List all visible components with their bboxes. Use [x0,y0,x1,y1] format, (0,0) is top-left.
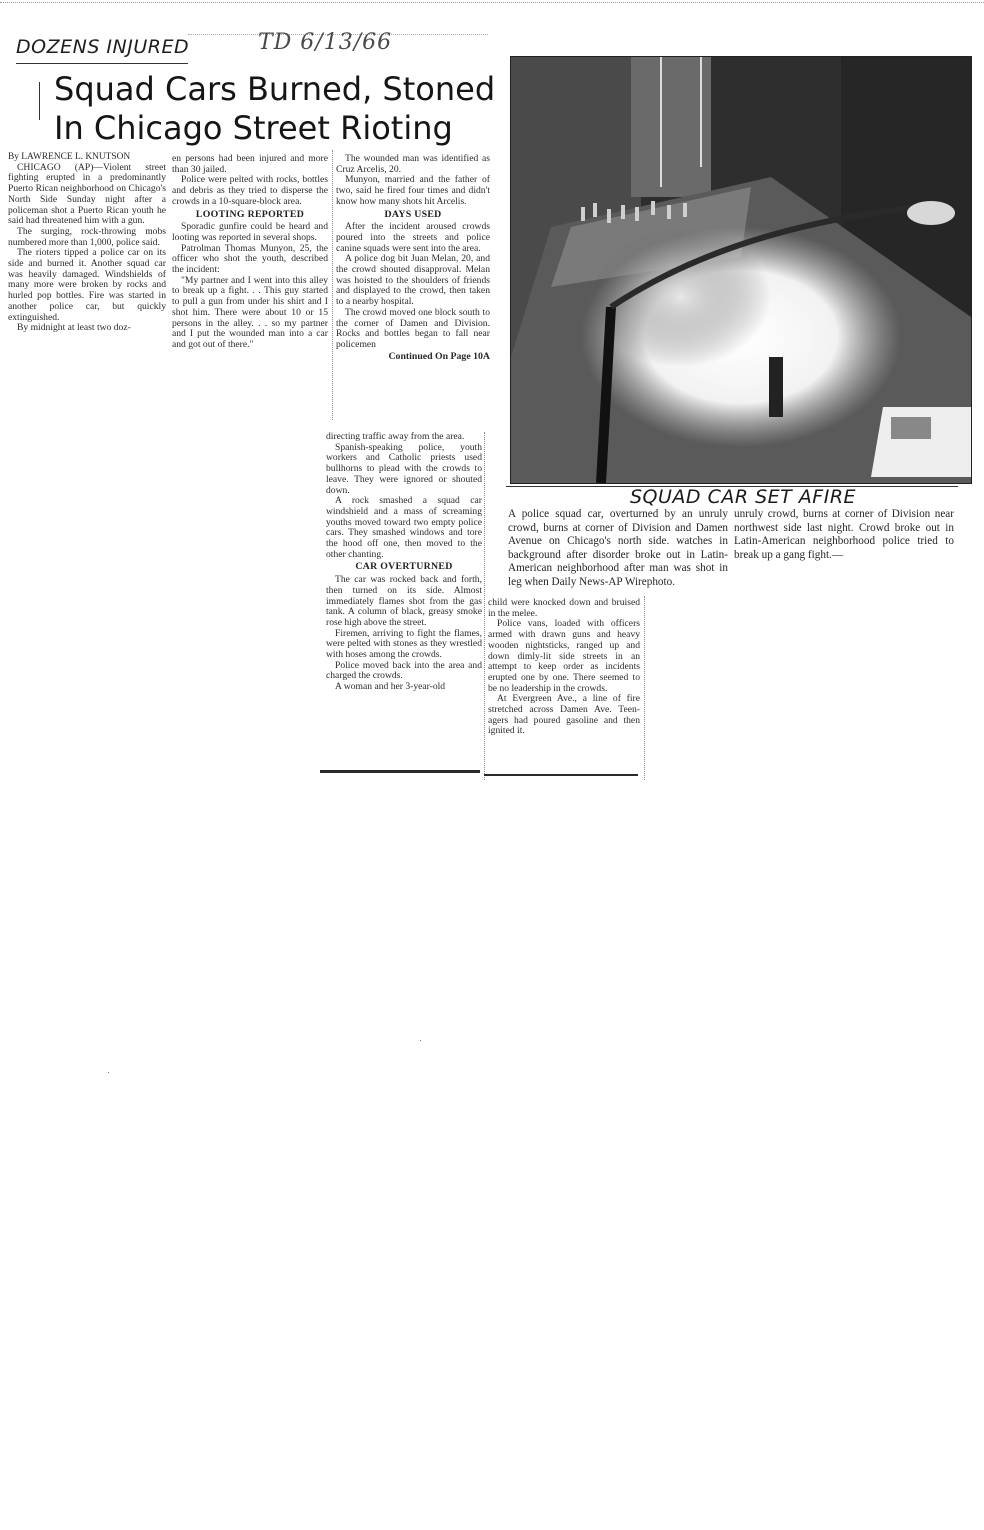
paragraph: Police moved back into the area and charged the crowds. [326,659,482,682]
paragraph: directing traffic away from the area. [326,431,465,442]
riot-photo [510,56,972,484]
paragraph: Munyon, married and the father of two, said he fired four times and didn't know how many shots hit Arcelis. [336,174,490,207]
paragraph: Spanish-speaking police, youth workers and Catholic priests used bullhorns to plead with the crowds to leave. They were ignored or shouted down. [326,441,482,496]
handwritten-date-note: TD 6/13/66 [258,30,393,55]
paragraph: The surging, rock-throwing mobs numbered more than 1,000, police said. [8,225,166,248]
paragraph: The wounded man was identified as Cruz Arcelis, 20. [336,153,490,175]
paragraph: Police were pelted with rocks, bottles and debris as they tried to disperse the crowds in a 10-square-block area. [172,174,328,207]
subhead-days-used: DAYS USED [384,208,442,220]
article-column-1 [8,152,166,334]
paragraph: en persons had been injured and more than 30 jailed. [172,153,328,175]
paragraph: child were knocked down and bruised in the melee. [488,597,640,619]
paragraph: A woman and her 3-year-old [335,681,446,693]
article-column-2 [172,154,328,351]
riot-photo-burning-car-icon [511,57,971,483]
paragraph: The rioters tipped a police car on its side and burned it. Another squad car was heavily damaged. Windshields of many more were broken by rocks and hurled pop bottles. Fire was started in another police car, but quickly extinguished. [8,247,166,323]
paragraph: A police dog bit Juan Melan, 20, and the crowd shouted disapproval. Melan was hoisted to the shoulders of friends and displayed to the crowd, then taken to a nearby hospital. [336,253,490,308]
paragraph: Police vans, loaded with officers armed with drawn guns and heavy wooden nightsticks, ranged up and down dimly-lit side streets in an attempt to keep order as incidents erupted one by one. There seemed to be no leadership in the crowds. [488,618,640,694]
paragraph: CHICAGO (AP)—Violent street fighting erupted in a predominantly Puerto Rican neighborhood on Chicago's North Side Sunday night after a policeman shot a Puerto Rican youth he said had threatened him with a gun. [8,161,166,227]
column-divider [644,596,645,780]
paragraph: Firemen, arriving to fight the flames, were pelted with stones as they wrestled with hoses among the crowds. [326,627,482,661]
scan-speck [108,1072,109,1073]
photo-caption-title: SQUAD CAR SET AFIRE [630,486,857,508]
scan-top-border [0,2,984,3]
kicker-label: DOZENS INJURED [16,36,190,58]
paragraph: Patrolman Thomas Munyon, 25, the officer who shot the youth, described the incident: [172,242,328,276]
paragraph: By midnight at least two doz- [17,322,131,334]
article-column-3 [336,154,490,362]
scan-speck [420,1040,421,1041]
headline-line-2: In Chicago Street Rioting [54,109,453,147]
continued-on-page: Continued On Page 10A [388,350,490,362]
photo-caption-right: unruly crowd, burns at corner of Division near northwest side last night. Crowd broke out in Latin-American neighborhood police tried to break up a gang fight.— [734,508,954,561]
column-divider [332,150,333,420]
subhead-car-overturned: CAR OVERTURNED [355,561,453,573]
headline-line-1: Squad Cars Burned, Stoned [54,70,496,108]
paragraph: The car was rocked back and forth, then turned on its side. Almost immediately flames shot from the gas tank. A column of black, greasy smoke rose high above the street. [326,574,482,628]
subhead-looting-reported: LOOTING REPORTED [195,208,305,220]
photo-caption-left: A police squad car, overturned by an unruly crowd, burns at corner of Division and Damen Avenue on Chicago's north side. watches in background after disorder broke out in Latin-American neighborhood after man was shot in leg when Daily News-AP Wirephoto. [508,508,728,588]
article-column-4 [488,598,640,737]
headline [54,70,494,148]
paragraph: The crowd moved one block south to the corner of Damen and Division. Rocks and bottles began to fall near policemen [336,306,490,350]
paragraph: "My partner and I went into this alley to break up a fight. . . This guy started to pull a gun from under his shirt and I shot him. There were about 10 or 15 persons in the alley. . . so my partner and I put the wounded man into a car and got out of there." [172,274,328,350]
paragraph: Sporadic gunfire could be heard and looting was reported in several shops. [172,221,328,243]
headline-bracket [39,82,46,120]
article-column-3-continued [326,432,482,693]
paragraph: After the incident aroused crowds poured into the streets and police canine squads were sent into the area. [336,221,490,254]
column-divider [484,432,485,780]
bottom-rule [484,774,638,776]
kicker-underline [16,63,188,64]
paragraph: At Evergreen Ave., a line of fire stretched across Damen Ave. Teen-agers had poured gasoline and then ignited it. [488,693,640,737]
bottom-rule [320,770,480,773]
paragraph: A rock smashed a squad car windshield and a mass of screaming youths moved toward two empty police cars. They smashed windows and tore the hood off one, then moved to the other chanting. [326,495,482,560]
byline: By LAWRENCE L. KNUTSON [8,152,131,162]
